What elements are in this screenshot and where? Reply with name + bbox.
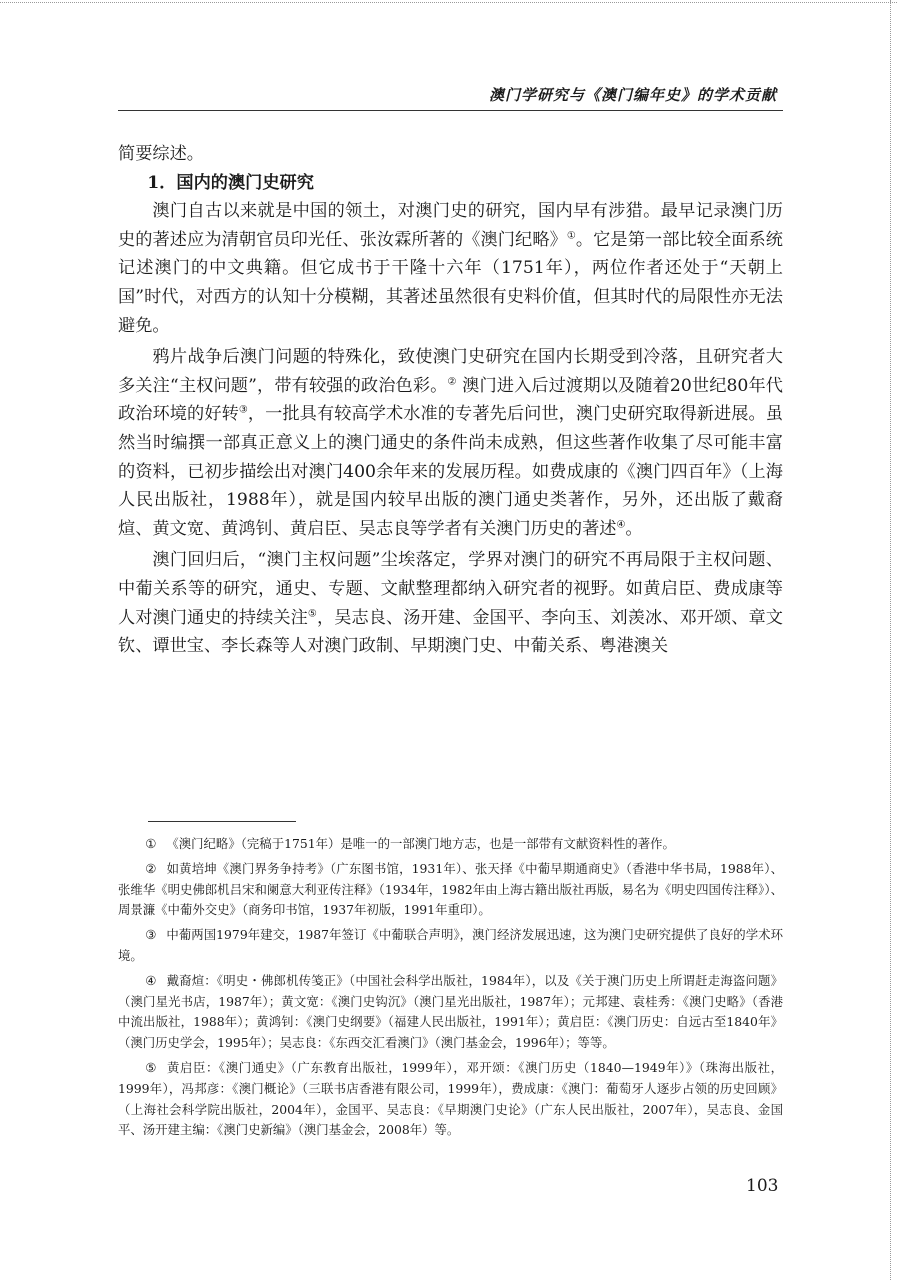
- footnote: [118, 834, 783, 855]
- running-header-title: 澳门学研究与《澳门编年史》的学术贡献: [488, 86, 777, 104]
- footnote: [118, 1058, 783, 1141]
- footnote-text: 如黄培坤《澳门界务争持考》（广东图书馆，1931年）、张天择《中葡早期通商史》（香港中华书局，1988年）、张维华《明史佛郎机吕宋和阑意大利亚传注释》（1934年，1982年由上海古籍出版社再版，易名为《明史四国传注释》）、周景濂《中葡外交史》（商务印书馆，1937年初版，1991年重印）。: [118, 860, 783, 918]
- paragraph-text: 澳门自古以来就是中国的领土，对澳门史的研究，国内早有涉猎。最早记录澳门历史的著述应为清朝官员印光任、张汝霖所著的《澳门纪略》: [118, 201, 783, 250]
- footnote-text: 中葡两国1979年建交，1987年签订《中葡联合声明》，澳门经济发展迅速，这为澳门史研究提供了良好的学术环境。: [118, 927, 783, 963]
- section-heading: 1．国内的澳门史研究: [147, 172, 314, 193]
- body-paragraph: [118, 197, 783, 340]
- paragraph-text: 鸦片战争后澳门问题的特殊化，致使澳门史研究在国内长期受到冷落，且研究者大多关注“主权问题”，带有较强的政治色彩。: [118, 347, 783, 396]
- footnote-mark: ③: [145, 927, 157, 943]
- footnote-mark: ①: [145, 836, 157, 851]
- scan-border: [0, 2, 897, 3]
- footnote-text: 《澳门纪略》（完稿于1751年）是唯一的一部澳门地方志，也是一部带有文献资料性的著作。: [166, 836, 675, 851]
- paragraph-text: ，吴志良、汤开建、金国平、李向玉、刘羡冰、邓开颂、章文钦、谭世宝、李长森等人对澳门政制、早期澳门史、中葡关系、粤港澳关: [118, 607, 783, 657]
- page-number: 103: [746, 1176, 779, 1196]
- footnote-reference[interactable]: ①: [566, 230, 576, 242]
- paragraph-list: [118, 197, 783, 661]
- footnote-divider: [148, 821, 296, 822]
- paragraph-text: ，一批具有较高学术水准的专著先后问世，澳门史研究取得新进展。虽然当时编撰一部真正意义上的澳门通史的条件尚未成熟，但这些著作收集了尽可能丰富的资料，已初步描绘出对澳门400余年来的发展历程。如费成康的《澳门四百年》（上海人民出版社，1988年），就是国内较早出版的澳门通史类著作，另外，还出版了戴裔煊、黄文宽、黄鸿钊、黄启臣、吴志良等学者有关澳门历史的著述: [118, 404, 783, 539]
- paragraph-text: 澳门回归后，“澳门主权问题”尘埃落定，学界对澳门的研究不再局限于主权问题、中葡关系等的研究，通史、专题、文献整理都纳入研究者的视野。如黄启臣、费成康等人对澳门通史的持续关注: [118, 550, 783, 628]
- footnote-reference[interactable]: ⑤: [307, 607, 317, 619]
- paragraph-text: 。它是第一部比较全面系统记述澳门的中文典籍。但它成书于干隆十六年（1751年），两位作者还处于“天朝上国”时代，对西方的认知十分模糊，其著述虽然很有史料价值，但其时代的局限性亦无法避免。: [118, 229, 783, 336]
- paragraph-text: 澳门进入后过渡期以及随着20世纪80年代政治环境的好转: [118, 375, 783, 425]
- footnote-reference[interactable]: ③: [238, 404, 248, 416]
- scan-border: [890, 0, 891, 1280]
- paragraph-text: 。: [625, 518, 643, 539]
- footnote-mark: ④: [145, 972, 157, 988]
- footnote-mark: ②: [145, 860, 157, 876]
- running-header: [118, 82, 783, 111]
- footnote: [118, 859, 783, 921]
- footnote-mark: ⑤: [145, 1059, 157, 1075]
- footnote: [118, 925, 783, 967]
- body-paragraph: [118, 546, 783, 660]
- body-paragraph: [118, 343, 783, 543]
- footnote: [118, 971, 783, 1054]
- intro-line: 简要综述。: [118, 144, 204, 164]
- footnote-text: 黄启臣：《澳门通史》（广东教育出版社，1999年），邓开颂：《澳门历史（1840—1949年）》（珠海出版社，1999年），冯邦彦：《澳门概论》（三联书店香港有限公司，1999年），费成康：《澳门：葡萄牙人逐步占领的历史回顾》（上海社会科学院出版社，2004年），金国平、吴志良：《早期澳门史论》（广东人民出版社，2007年），吴志良、金国平、汤开建主编：《澳门史新编》（澳门基金会，2008年）等。: [118, 1059, 784, 1138]
- footnote-reference[interactable]: ②: [447, 376, 457, 388]
- footnote-reference[interactable]: ④: [616, 518, 626, 530]
- footnote-list: [118, 834, 783, 1145]
- main-body: [118, 140, 783, 661]
- footnote-text: 戴裔煊：《明史・佛郎机传笺正》（中国社会科学出版社，1984年），以及《关于澳门历史上所谓赶走海盗问题》（澳门星光书店，1987年）；黄文宽：《澳门史钩沉》（澳门星光出版社，1987年）；元邦建、袁桂秀：《澳门史略》（香港中流出版社，1988年）；黄鸿钊：《澳门史纲要》（福建人民出版社，1991年）；黄启臣：《澳门历史：自远古至1840年》（澳门历史学会，1995年）；吴志良：《东西交汇看澳门》（澳门基金会，1996年）；等等。: [118, 972, 784, 1051]
